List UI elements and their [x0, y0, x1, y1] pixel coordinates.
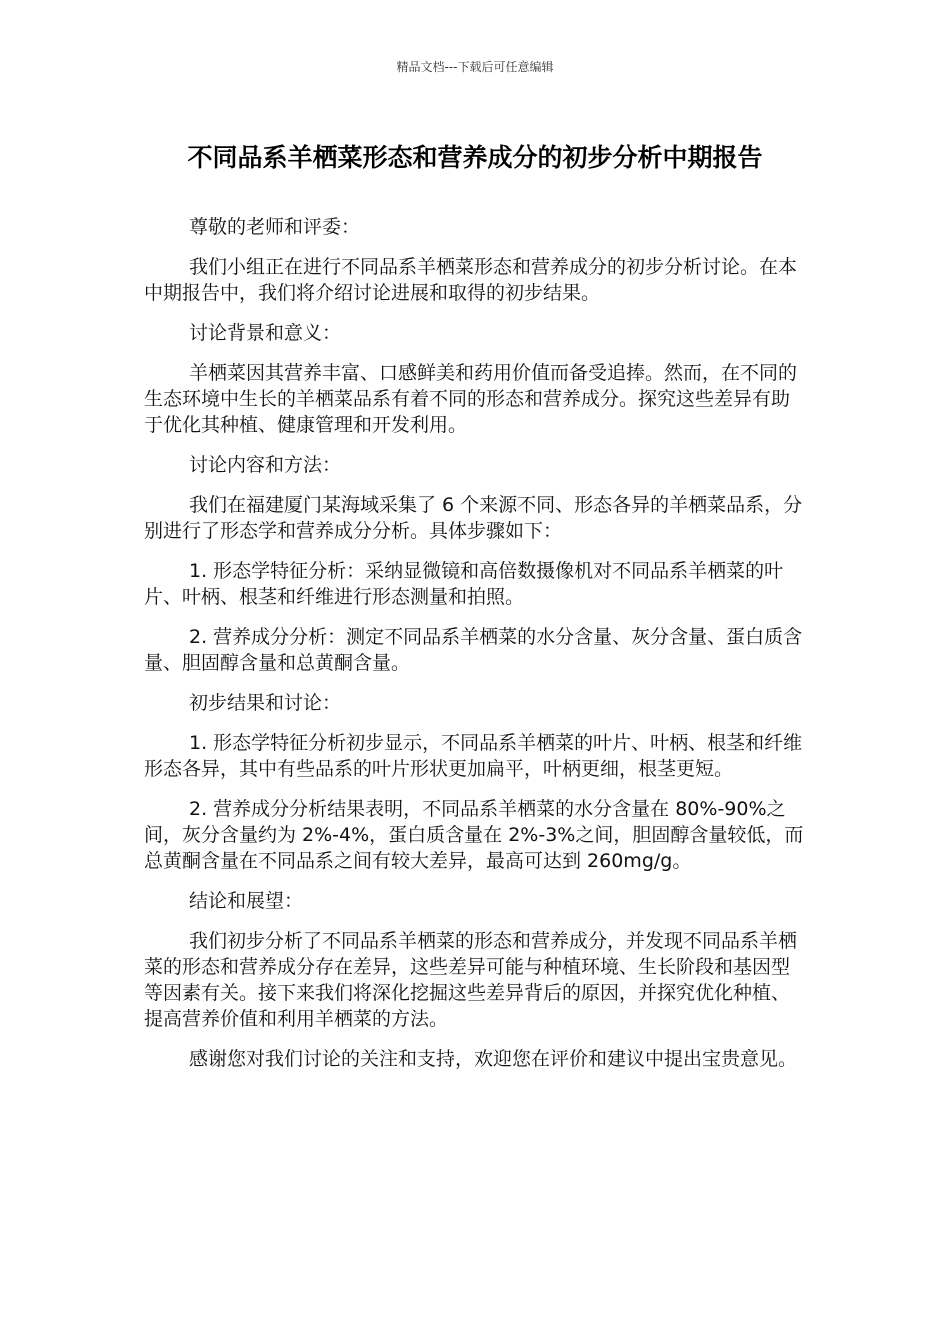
salutation: 尊敬的老师和评委：: [189, 216, 361, 238]
document-title: 不同品系羊栖菜形态和营养成分的初步分析中期报告: [187, 143, 763, 172]
closing-paragraph: 感谢您对我们讨论的关注和支持，欢迎您在评价和建议中提出宝贵意见。: [189, 1048, 798, 1070]
section-heading-methods: 讨论内容和方法：: [189, 454, 342, 476]
result-1: 1. 形态学特征分析初步显示，不同品系羊栖菜的叶片、叶柄、根茎和纤维形态各异，其中有些品系的叶片形状更加扁平，叶柄更细，根茎更短。: [144, 732, 803, 780]
header-note: 精品文档---下载后可任意编辑: [396, 60, 554, 74]
document-body: [144, 214, 804, 1086]
section-heading-results: 初步结果和讨论：: [189, 692, 342, 714]
methods-paragraph: 我们在福建厦门某海域采集了 6 个来源不同、形态各异的羊栖菜品系，分别进行了形态学和营养成分分析。具体步骤如下：: [144, 494, 803, 542]
section-heading-conclusion: 结论和展望：: [189, 890, 304, 912]
method-step-1: 1. 形态学特征分析：采纳显微镜和高倍数摄像机对不同品系羊栖菜的叶片、叶柄、根茎和纤维进行形态测量和拍照。: [144, 560, 784, 608]
result-2: 2. 营养成分分析结果表明，不同品系羊栖菜的水分含量在 80%-90%之间，灰分含量约为 2%-4%，蛋白质含量在 2%-3%之间，胆固醇含量较低，而总黄酮含量在不同品系之间有较大差异，最高可达到 260mg/g。: [144, 798, 804, 872]
method-step-2: 2. 营养成分分析：测定不同品系羊栖菜的水分含量、灰分含量、蛋白质含量、胆固醇含量和总黄酮含量。: [144, 626, 803, 674]
conclusion-paragraph: 我们初步分析了不同品系羊栖菜的形态和营养成分，并发现不同品系羊栖菜的形态和营养成分存在差异，这些差异可能与种植环境、生长阶段和基因型等因素有关。接下来我们将深化挖掘这些差异背后的原因，并探究优化种植、提高营养价值和利用羊栖菜的方法。: [144, 930, 798, 1030]
section-heading-background: 讨论背景和意义：: [189, 322, 342, 344]
background-paragraph: 羊栖菜因其营养丰富、口感鲜美和药用价值而备受追捧。然而，在不同的生态环境中生长的羊栖菜品系有着不同的形态和营养成分。探究这些差异有助于优化其种植、健康管理和开发利用。: [144, 362, 798, 436]
intro-paragraph: 我们小组正在进行不同品系羊栖菜形态和营养成分的初步分析讨论。在本中期报告中，我们将介绍讨论进展和取得的初步结果。: [144, 256, 798, 304]
